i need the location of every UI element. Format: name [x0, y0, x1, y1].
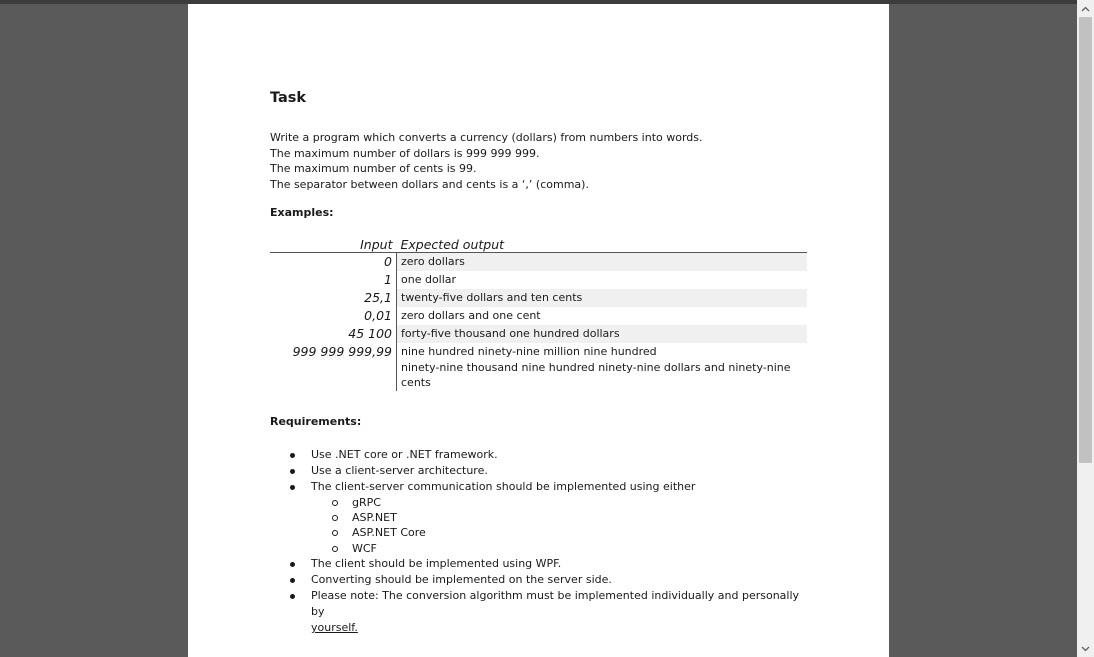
bullet-icon	[290, 578, 295, 583]
intro-line: The maximum number of cents is 99.	[270, 162, 477, 176]
table-header-row	[270, 235, 807, 253]
input-cell: 45 100	[270, 325, 397, 343]
examples-label: Examples:	[270, 206, 334, 220]
table-row	[270, 325, 807, 343]
requirement-text: Converting should be implemented on the server side.	[311, 573, 612, 587]
chevron-up-icon	[1081, 6, 1090, 12]
table-row	[270, 343, 807, 391]
sub-list-item	[311, 541, 810, 556]
output-cell: one dollar	[401, 273, 457, 287]
bullet-icon	[290, 594, 295, 599]
requirements-list	[270, 447, 810, 636]
requirement-emphasis: yourself.	[311, 621, 358, 635]
option-text: ASP.NET Core	[352, 526, 426, 540]
list-item	[270, 463, 810, 479]
requirement-text: Use .NET core or .NET framework.	[311, 447, 498, 461]
bullet-icon	[290, 453, 295, 458]
option-text: WCF	[352, 541, 377, 555]
input-column-header: Input	[270, 235, 397, 253]
requirement-text: The client-server communication should be implemented using either	[311, 479, 696, 493]
document-page	[188, 4, 889, 657]
intro-line: The maximum number of dollars is 999 999 999.	[270, 146, 540, 160]
output-cell: zero dollars and one cent	[401, 309, 541, 323]
requirement-text: Use a client-server architecture.	[311, 463, 488, 477]
scroll-down-button[interactable]	[1077, 640, 1094, 657]
output-line: nine hundred ninety-nine million nine hundred	[401, 345, 657, 359]
sub-list-item	[311, 510, 810, 525]
output-cell: zero dollars	[397, 253, 808, 272]
input-cell: 999 999 999,99	[270, 343, 397, 391]
option-text: gRPC	[352, 495, 381, 509]
circle-bullet-icon	[332, 500, 338, 506]
input-cell: 25,1	[270, 289, 397, 307]
bullet-icon	[290, 562, 295, 567]
circle-bullet-icon	[332, 530, 338, 536]
table-row	[270, 289, 807, 307]
communication-options-list	[311, 495, 810, 556]
table-row	[270, 253, 807, 272]
bullet-icon	[290, 485, 295, 490]
table-row	[270, 271, 807, 289]
circle-bullet-icon	[332, 515, 338, 521]
circle-bullet-icon	[332, 546, 338, 552]
scrollbar-thumb[interactable]	[1079, 17, 1092, 463]
table-row	[270, 307, 807, 325]
bullet-icon	[290, 469, 295, 474]
list-item	[270, 572, 810, 588]
requirements-label: Requirements:	[270, 414, 362, 428]
intro-paragraph	[270, 130, 810, 192]
sub-list-item	[311, 495, 810, 510]
list-item	[270, 588, 810, 636]
page-content	[270, 88, 810, 636]
input-cell: 0,01	[270, 307, 397, 325]
requirement-text: The client should be implemented using WPF.	[311, 557, 562, 571]
examples-table	[270, 235, 807, 391]
input-cell: 1	[270, 271, 397, 289]
requirement-text: Please note: The conversion algorithm must be implemented individually and personally by	[311, 589, 800, 619]
intro-line: Write a program which converts a currency (dollars) from numbers into words.	[270, 131, 703, 144]
chevron-down-icon	[1081, 646, 1090, 652]
vertical-scrollbar[interactable]	[1077, 0, 1094, 657]
output-cell	[397, 343, 808, 391]
output-cell: twenty-five dollars and ten cents	[397, 289, 808, 307]
sub-list-item	[311, 525, 810, 540]
option-text: ASP.NET	[352, 511, 397, 525]
page-title: Task	[270, 90, 307, 106]
output-column-header: Expected output	[397, 235, 808, 253]
list-item	[270, 447, 810, 463]
output-line: ninety-nine thousand nine hundred ninety-nine dollars and ninety-nine cents	[401, 360, 791, 390]
scroll-up-button[interactable]	[1077, 0, 1094, 17]
list-item	[270, 479, 810, 556]
output-cell: forty-five thousand one hundred dollars	[397, 325, 808, 343]
input-cell: 0	[270, 253, 397, 272]
list-item	[270, 556, 810, 572]
intro-line: The separator between dollars and cents is a ‘,’ (comma).	[270, 177, 589, 191]
